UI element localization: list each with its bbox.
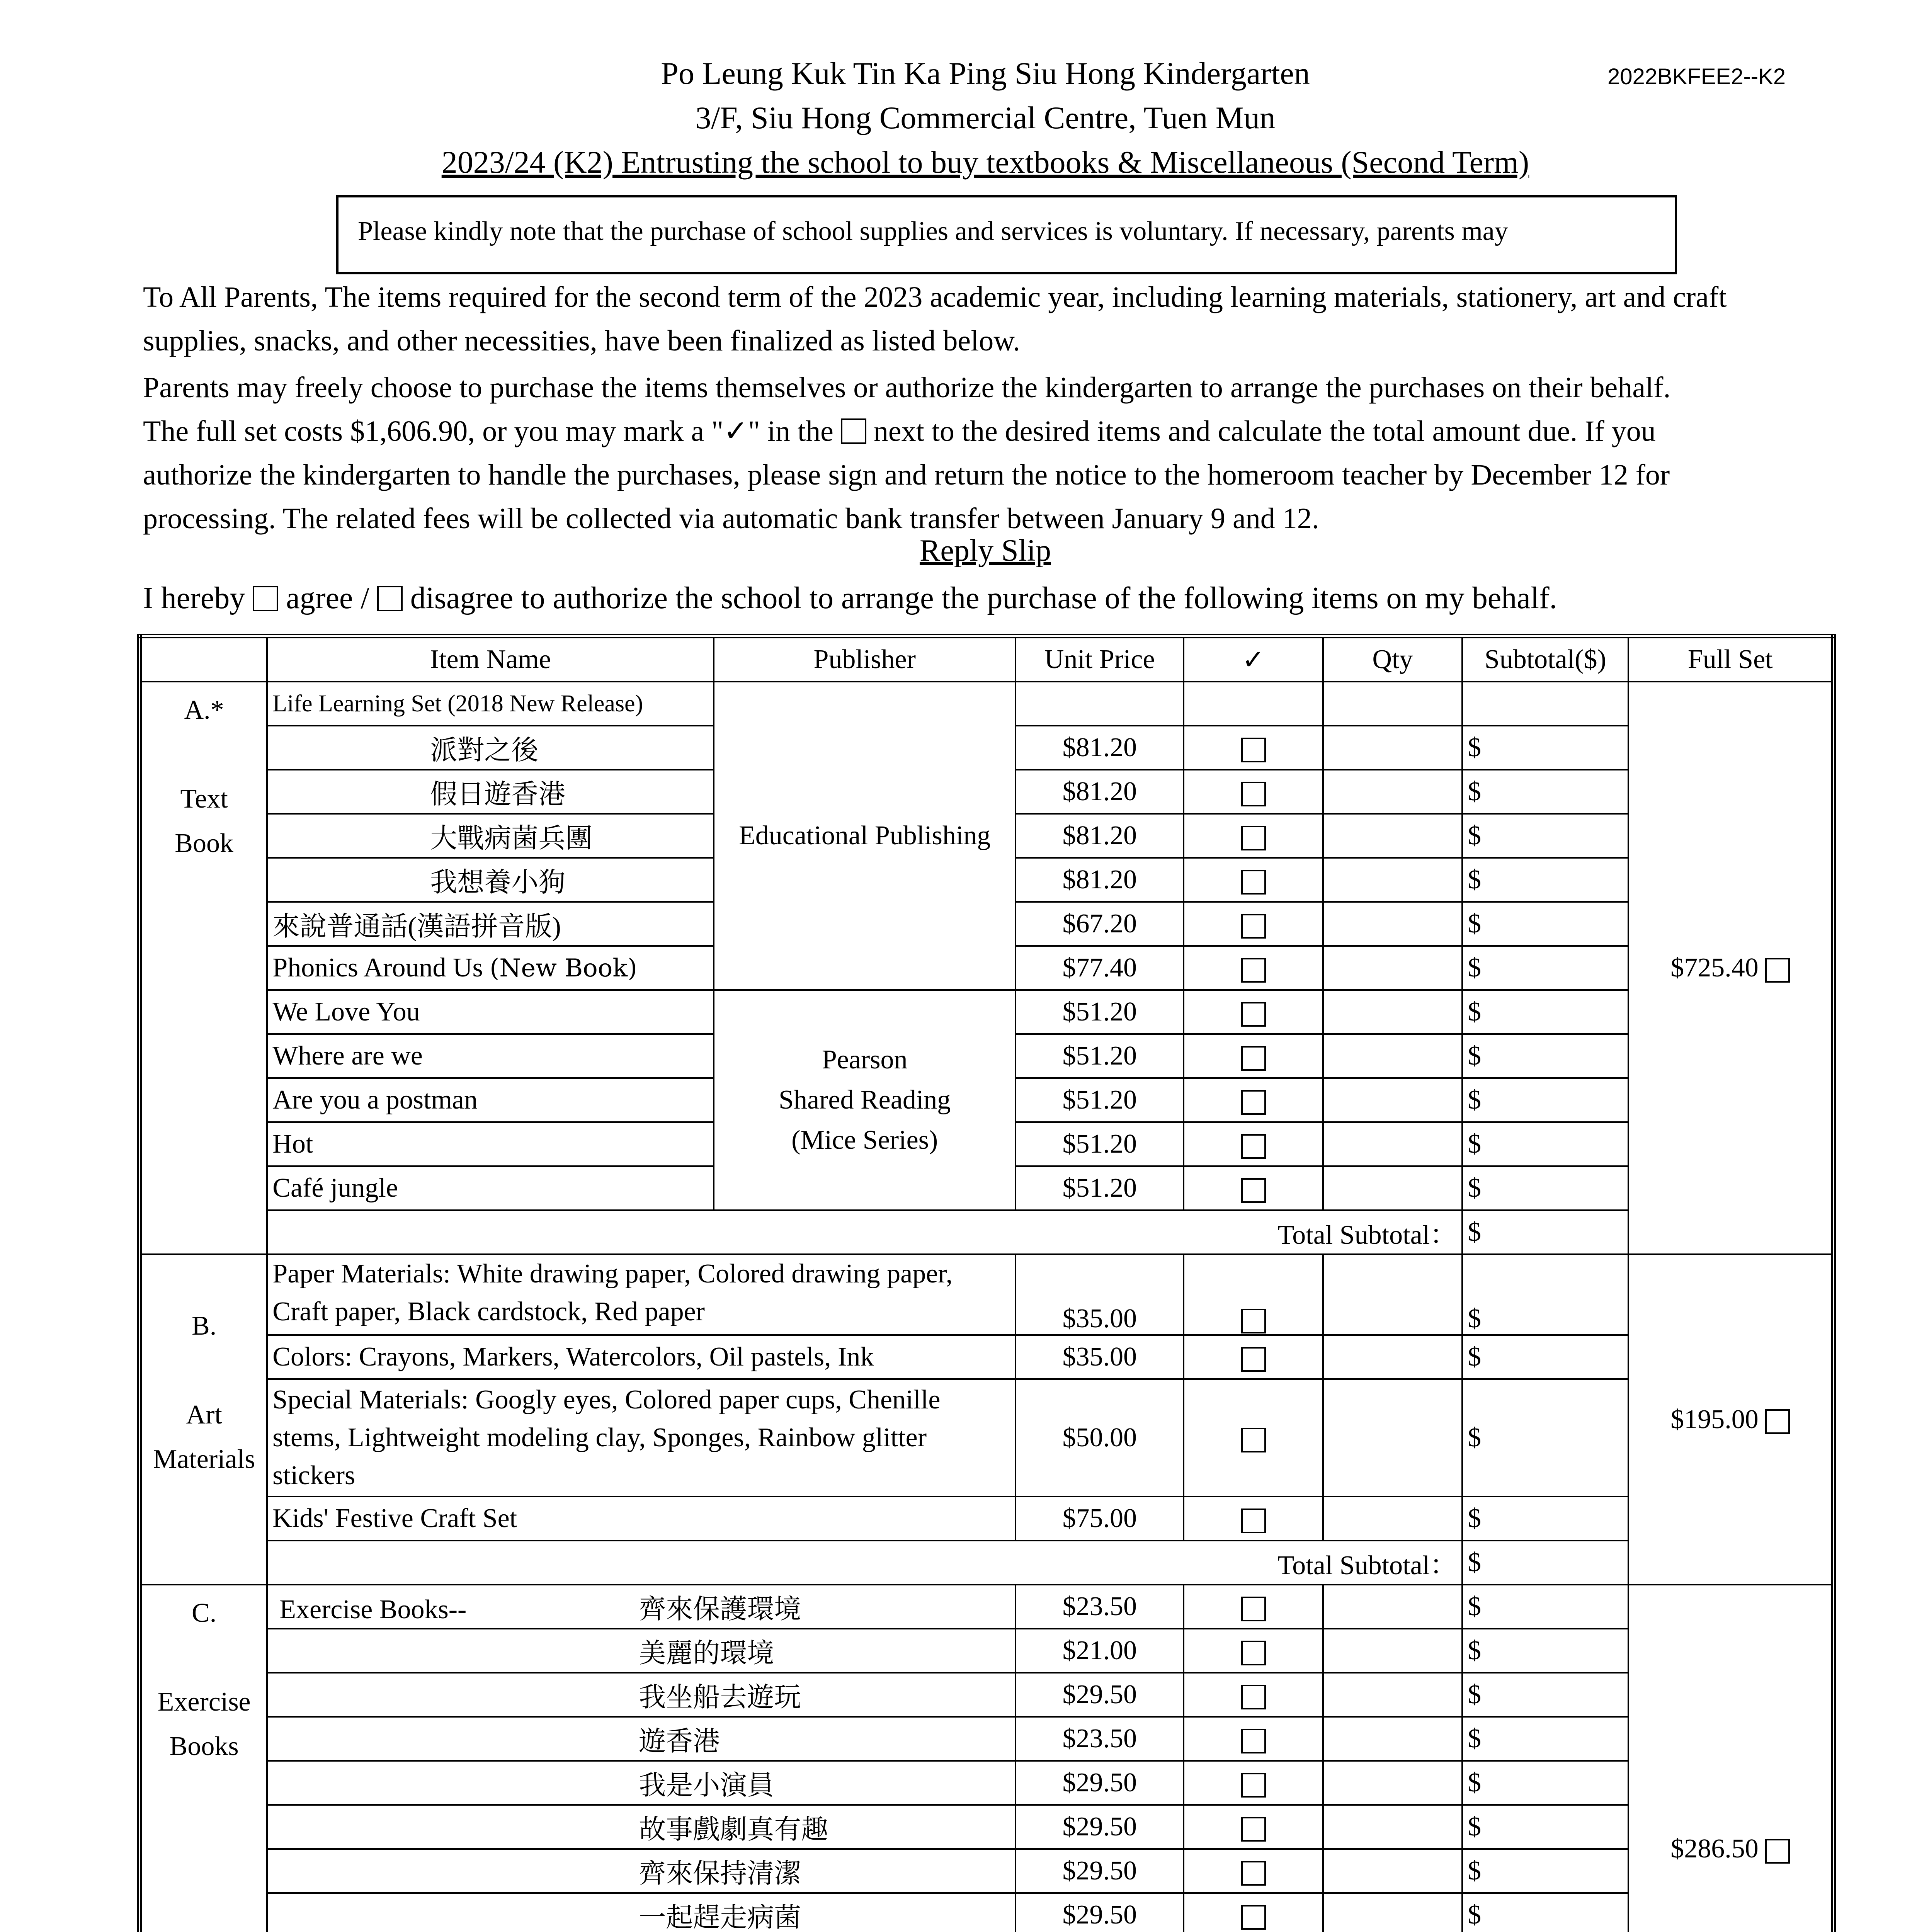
section-a-title-row — [139, 682, 1834, 726]
unit-price: $75.00 — [1015, 1497, 1184, 1541]
school-name: Po Leung Kuk Tin Ka Ping Siu Hong Kindergarten — [661, 56, 1310, 91]
unit-price: $81.20 — [1015, 770, 1184, 814]
intro-paragraph-2-line-2 — [143, 410, 1808, 453]
item-name: 遊香港 — [267, 1717, 1015, 1761]
intro-paragraph-2-line-1: Parents may freely choose to purchase the items themselves or authorize the kindergarten to arrange the purchases on their behalf. — [143, 371, 1671, 404]
unit-price: $35.00 — [1015, 1335, 1184, 1379]
qty-cell[interactable] — [1323, 1078, 1462, 1122]
item-check-cell — [1184, 1122, 1323, 1166]
subtotal-cell[interactable]: $ — [1462, 1497, 1628, 1541]
section-b-full-set-price: $195.00 — [1670, 1404, 1759, 1434]
table-row — [139, 1805, 1834, 1849]
notice-box — [336, 195, 1677, 274]
section-a-total-value[interactable]: $ — [1462, 1210, 1628, 1254]
section-a-full-set-price: $725.40 — [1670, 953, 1759, 983]
document-title — [0, 141, 1917, 184]
item-check-cell — [1184, 1379, 1323, 1497]
subtotal-cell[interactable]: $ — [1462, 1629, 1628, 1673]
item-check-cell — [1184, 1585, 1323, 1629]
qty-cell[interactable] — [1323, 1849, 1462, 1893]
form-code: 2022BKFEE2--K2 — [1607, 64, 1786, 89]
item-name: 齊來保持清潔 — [267, 1849, 1015, 1893]
unit-price: $21.00 — [1015, 1629, 1184, 1673]
item-check-cell — [1184, 1078, 1323, 1122]
unit-price: $23.50 — [1015, 1585, 1184, 1629]
item-name: Paper Materials: White drawing paper, Colored drawing paper, Craft paper, Black cardstock, Red paper — [267, 1254, 1015, 1335]
subtotal-cell[interactable]: $ — [1462, 1122, 1628, 1166]
subtotal-cell[interactable]: $ — [1462, 814, 1628, 858]
qty-cell[interactable] — [1323, 1335, 1462, 1379]
item-check-cell — [1184, 770, 1323, 814]
section-c-label — [139, 1585, 267, 1932]
unit-price: $67.20 — [1015, 902, 1184, 946]
item-name: Are you a postman — [267, 1078, 714, 1122]
item-checkbox[interactable] — [1241, 1309, 1266, 1333]
unit-price: $35.00 — [1015, 1254, 1184, 1335]
subtotal-cell[interactable]: $ — [1462, 902, 1628, 946]
table-row — [139, 1585, 1834, 1629]
document-title-text: 2023/24 (K2) Entrusting the school to buy textbooks & Miscellaneous (Second Term) — [441, 145, 1529, 180]
qty-cell[interactable] — [1323, 1717, 1462, 1761]
intro-text — [143, 276, 1808, 541]
item-checkbox[interactable] — [1241, 1428, 1266, 1452]
qty-cell[interactable] — [1323, 1585, 1462, 1629]
item-checkbox[interactable] — [1241, 1509, 1266, 1533]
section-b-label-line-1: Art — [186, 1400, 222, 1430]
agree-label: agree / — [286, 581, 369, 615]
header-unit-price: Unit Price — [1015, 636, 1184, 682]
header-check: ✓ — [1184, 636, 1323, 682]
item-checkbox[interactable] — [1241, 1046, 1266, 1071]
item-checkbox[interactable] — [1241, 1178, 1266, 1203]
item-name: Hot — [267, 1122, 714, 1166]
unit-price: $81.20 — [1015, 858, 1184, 902]
item-name — [267, 1585, 1015, 1629]
item-check-cell — [1184, 1335, 1323, 1379]
qty-cell[interactable] — [1323, 990, 1462, 1034]
unit-price: $81.20 — [1015, 814, 1184, 858]
qty-cell[interactable] — [1323, 770, 1462, 814]
qty-cell[interactable] — [1323, 1761, 1462, 1805]
table-row — [139, 1379, 1834, 1497]
subtotal-cell[interactable]: $ — [1462, 1673, 1628, 1717]
qty-cell[interactable] — [1323, 1166, 1462, 1210]
unit-price: $51.20 — [1015, 1166, 1184, 1210]
section-a-label-line-1: Text — [180, 784, 228, 814]
subtotal-cell[interactable]: $ — [1462, 1805, 1628, 1849]
section-b-code: B. — [192, 1311, 217, 1341]
subtotal-cell[interactable]: $ — [1462, 1166, 1628, 1210]
section-a-set-title: Life Learning Set (2018 New Release) — [267, 682, 714, 726]
section-a-full-set — [1628, 682, 1834, 1254]
intro-paragraph-2-line-3: authorize the kindergarten to handle the purchases, please sign and return the notice to the homeroom teacher by December 12 for processing. The related fees will be collected via automatic bank transfer between January 9 and 12. — [143, 459, 1670, 535]
section-a-label-line-2: Book — [175, 828, 233, 858]
subtotal-cell[interactable]: $ — [1462, 1849, 1628, 1893]
item-name: 美麗的環境 — [267, 1629, 1015, 1673]
item-name: 派對之後 — [267, 726, 714, 770]
subtotal-cell[interactable]: $ — [1462, 858, 1628, 902]
item-name: 大戰病菌兵團 — [267, 814, 714, 858]
intro-paragraph-1: To All Parents, The items required for the second term of the 2023 academic year, including learning materials, stationery, art and craft supplies, snacks, and other necessities, have been finalized as listed below. — [143, 281, 1727, 357]
school-address: 3/F, Siu Hong Commercial Centre, Tuen Mun — [695, 100, 1276, 135]
header-full-set: Full Set — [1628, 636, 1834, 682]
unit-price: $51.20 — [1015, 1078, 1184, 1122]
item-check-cell — [1184, 1717, 1323, 1761]
section-a-total-row — [139, 1210, 1834, 1254]
item-check-cell — [1184, 1893, 1323, 1932]
item-check-cell — [1184, 814, 1323, 858]
authorization-line — [143, 581, 1557, 616]
subtotal-cell[interactable]: $ — [1462, 770, 1628, 814]
qty-cell[interactable] — [1323, 1379, 1462, 1497]
item-check-cell — [1184, 1166, 1323, 1210]
notice-text: Please kindly note that the purchase of school supplies and services is voluntary. If necessary, parents may — [358, 216, 1508, 246]
section-b-label-line-2: Materials — [153, 1444, 255, 1474]
item-name: Kids' Festive Craft Set — [267, 1497, 1015, 1541]
qty-cell[interactable] — [1323, 1034, 1462, 1078]
unit-price: $29.50 — [1015, 1673, 1184, 1717]
item-check-cell — [1184, 1849, 1323, 1893]
qty-cell[interactable] — [1323, 1673, 1462, 1717]
item-checkbox[interactable] — [1241, 738, 1266, 762]
reply-slip-title: Reply Slip — [919, 534, 1051, 568]
table-row — [139, 1761, 1834, 1805]
table-row — [139, 990, 1834, 1034]
example-checkbox — [841, 418, 866, 444]
item-checkbox[interactable] — [1241, 1685, 1266, 1709]
item-checkbox[interactable] — [1241, 1729, 1266, 1753]
section-b-total-row — [139, 1541, 1834, 1585]
item-checkbox[interactable] — [1241, 1817, 1266, 1842]
item-checkbox[interactable] — [1241, 1002, 1266, 1027]
desired-items-text: next to the desired items and calculate the total amount due. If you — [873, 415, 1656, 447]
unit-price: $29.50 — [1015, 1761, 1184, 1805]
unit-price: $50.00 — [1015, 1379, 1184, 1497]
item-checkbox[interactable] — [1241, 1347, 1266, 1372]
unit-price: $29.50 — [1015, 1893, 1184, 1932]
subtotal-cell[interactable]: $ — [1462, 1379, 1628, 1497]
subtotal-cell[interactable]: $ — [1462, 726, 1628, 770]
item-name: We Love You — [267, 990, 714, 1034]
item-check-cell — [1184, 902, 1323, 946]
item-check-cell — [1184, 1761, 1323, 1805]
subtotal-cell[interactable]: $ — [1462, 946, 1628, 990]
section-c-label-line-2: Books — [169, 1731, 239, 1761]
section-b-full-set — [1628, 1254, 1834, 1585]
unit-price: $23.50 — [1015, 1717, 1184, 1761]
header-publisher: Publisher — [714, 636, 1015, 682]
qty-cell[interactable] — [1323, 1893, 1462, 1932]
section-a-full-set-checkbox[interactable] — [1765, 958, 1790, 983]
disagree-label: disagree to authorize the school to arrange the purchase of the following items on my behalf. — [410, 581, 1557, 615]
subtotal-cell[interactable]: $ — [1462, 990, 1628, 1034]
header-item-name: Item Name — [267, 636, 714, 682]
unit-price: $51.20 — [1015, 1122, 1184, 1166]
header-row — [139, 636, 1834, 682]
item-name: 假日遊香港 — [267, 770, 714, 814]
table-row — [139, 1335, 1834, 1379]
item-check-cell — [1184, 1673, 1323, 1717]
item-name: Special Materials: Googly eyes, Colored paper cups, Chenille stems, Lightweight modeling clay, Sponges, Rainbow glitter stickers — [267, 1379, 1015, 1497]
table-row — [139, 1717, 1834, 1761]
item-check-cell — [1184, 1805, 1323, 1849]
item-checkbox[interactable] — [1241, 1597, 1266, 1621]
section-a-total-label: Total Subtotal： — [267, 1210, 1462, 1254]
qty-cell[interactable] — [1323, 1122, 1462, 1166]
qty-cell[interactable] — [1323, 1497, 1462, 1541]
publisher-pearson-line-1: Pearson — [822, 1045, 908, 1075]
subtotal-cell[interactable]: $ — [1462, 1717, 1628, 1761]
unit-price: $29.50 — [1015, 1849, 1184, 1893]
header-subtotal: Subtotal($) — [1462, 636, 1628, 682]
subtotal-cell[interactable]: $ — [1462, 1893, 1628, 1932]
item-name — [267, 946, 714, 990]
subtotal-cell[interactable]: $ — [1462, 1034, 1628, 1078]
item-checkbox[interactable] — [1241, 782, 1266, 806]
unit-price: $51.20 — [1015, 1034, 1184, 1078]
unit-price: $29.50 — [1015, 1805, 1184, 1849]
item-check-cell — [1184, 1497, 1323, 1541]
subtotal-cell[interactable]: $ — [1462, 1585, 1628, 1629]
section-b-total-label: Total Subtotal： — [267, 1541, 1462, 1585]
item-name-text: Phonics Around Us — [272, 953, 483, 983]
item-name: 我是小演員 — [267, 1761, 1015, 1805]
item-name: 一起趕走病菌 — [267, 1893, 1015, 1932]
header-section — [139, 636, 267, 682]
qty-cell[interactable] — [1323, 902, 1462, 946]
qty-cell[interactable] — [1323, 1805, 1462, 1849]
disagree-checkbox[interactable] — [377, 586, 403, 611]
order-table — [137, 634, 1836, 1932]
item-name: Café jungle — [267, 1166, 714, 1210]
item-checkbox[interactable] — [1241, 1641, 1266, 1665]
item-checkbox[interactable] — [1241, 1905, 1266, 1930]
new-book-tag: (New Book) — [490, 954, 638, 983]
item-name-text: 齊來保護環境 — [639, 1594, 801, 1624]
subtotal-cell[interactable]: $ — [1462, 1335, 1628, 1379]
full-set-cost-text: The full set costs $1,606.90, or you may mark a "✓" in the — [143, 415, 833, 447]
table-row — [139, 1893, 1834, 1932]
section-c-full-set-price: $286.50 — [1670, 1834, 1759, 1864]
item-check-cell — [1184, 858, 1323, 902]
section-c-label-line-1: Exercise — [157, 1687, 251, 1717]
section-c-full-set — [1628, 1585, 1834, 1932]
qty-cell[interactable] — [1323, 726, 1462, 770]
publisher-pearson-line-2: Shared Reading — [779, 1085, 951, 1115]
section-b-label — [139, 1254, 267, 1585]
section-a-code: A.* — [184, 695, 224, 725]
subtotal-cell[interactable]: $ — [1462, 1254, 1628, 1335]
unit-price: $77.40 — [1015, 946, 1184, 990]
item-checkbox[interactable] — [1241, 1134, 1266, 1159]
item-check-cell — [1184, 1034, 1323, 1078]
item-checkbox[interactable] — [1241, 1773, 1266, 1798]
publisher-pearson — [714, 990, 1015, 1210]
item-name: Where are we — [267, 1034, 714, 1078]
item-checkbox[interactable] — [1241, 826, 1266, 850]
item-check-cell — [1184, 1254, 1323, 1335]
publisher-pearson-line-3: (Mice Series) — [791, 1125, 938, 1155]
item-check-cell — [1184, 946, 1323, 990]
publisher-educational: Educational Publishing — [714, 682, 1015, 990]
item-checkbox[interactable] — [1241, 1090, 1266, 1115]
table-row — [139, 1849, 1834, 1893]
section-c-full-set-checkbox[interactable] — [1765, 1839, 1790, 1864]
item-checkbox[interactable] — [1241, 1861, 1266, 1886]
exercise-books-prefix: Exercise Books-- — [279, 1594, 467, 1624]
qty-cell[interactable] — [1323, 1629, 1462, 1673]
item-checkbox[interactable] — [1241, 870, 1266, 895]
subtotal-cell[interactable]: $ — [1462, 1078, 1628, 1122]
qty-cell[interactable] — [1323, 1254, 1462, 1335]
item-check-cell — [1184, 990, 1323, 1034]
qty-cell[interactable] — [1323, 814, 1462, 858]
item-name: 我想養小狗 — [267, 858, 714, 902]
item-name: Colors: Crayons, Markers, Watercolors, Oil pastels, Ink — [267, 1335, 1015, 1379]
table-row — [139, 1254, 1834, 1335]
header-qty: Qty — [1323, 636, 1462, 682]
item-checkbox[interactable] — [1241, 914, 1266, 939]
item-check-cell — [1184, 1629, 1323, 1673]
item-name: 我坐船去遊玩 — [267, 1673, 1015, 1717]
item-check-cell — [1184, 726, 1323, 770]
reply-slip-heading — [0, 533, 1917, 568]
item-name: 來說普通話(漢語拼音版) — [267, 902, 714, 946]
subtotal-cell[interactable]: $ — [1462, 1761, 1628, 1805]
section-a-label — [139, 682, 267, 1254]
authorization-prefix: I hereby — [143, 581, 245, 615]
item-checkbox[interactable] — [1241, 958, 1266, 983]
qty-cell[interactable] — [1323, 858, 1462, 902]
table-row — [139, 1497, 1834, 1541]
table-row — [139, 1673, 1834, 1717]
agree-checkbox[interactable] — [253, 586, 278, 611]
table-row — [139, 1629, 1834, 1673]
section-c-code: C. — [192, 1598, 217, 1628]
qty-cell[interactable] — [1323, 946, 1462, 990]
section-b-total-value[interactable]: $ — [1462, 1541, 1628, 1585]
unit-price: $81.20 — [1015, 726, 1184, 770]
unit-price: $51.20 — [1015, 990, 1184, 1034]
section-b-full-set-checkbox[interactable] — [1765, 1409, 1790, 1434]
item-name: 故事戲劇真有趣 — [267, 1805, 1015, 1849]
